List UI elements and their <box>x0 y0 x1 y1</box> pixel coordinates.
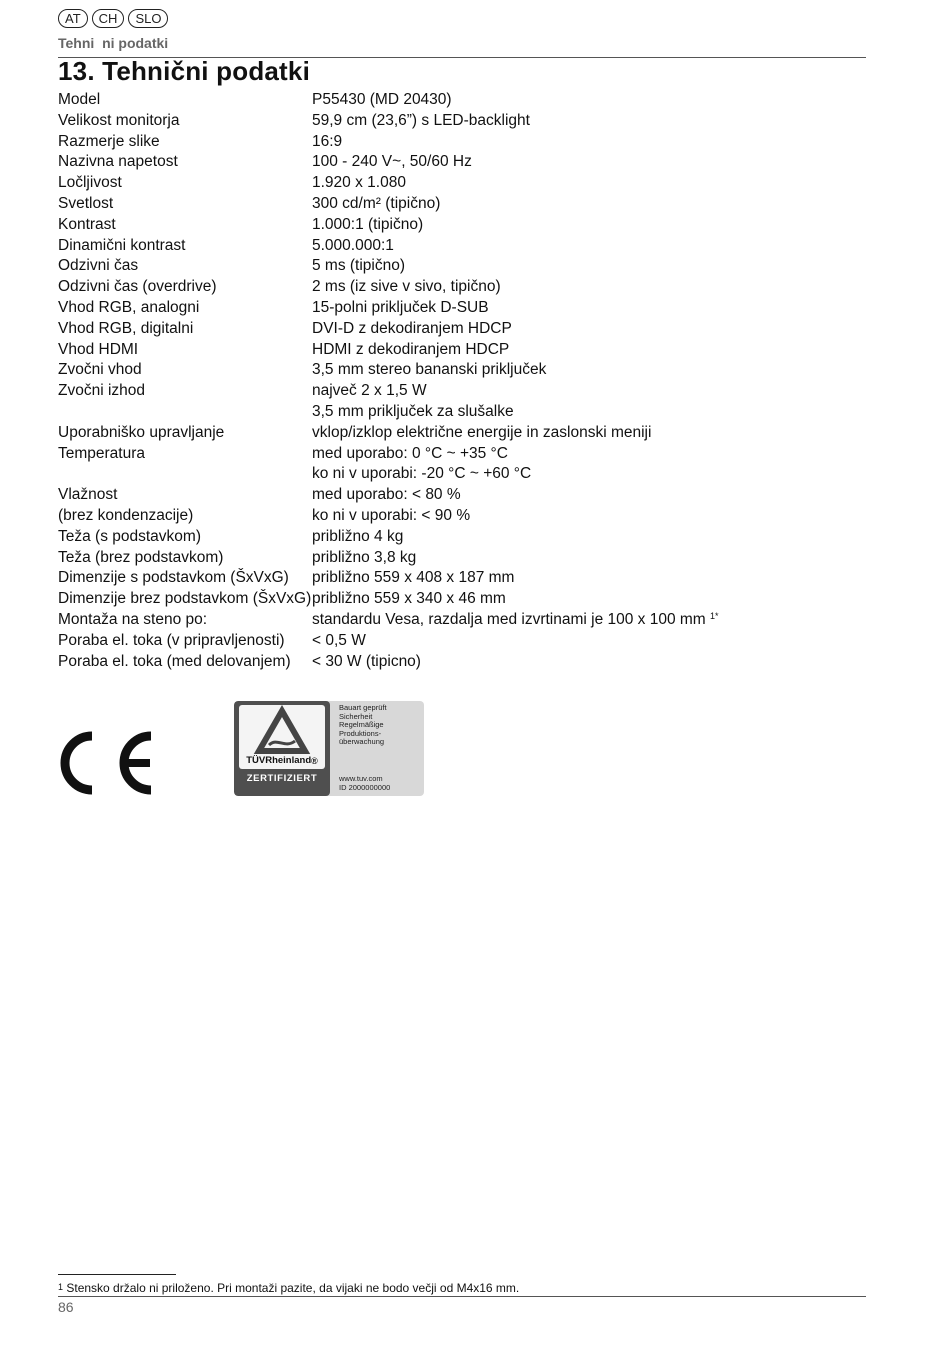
spec-value-line: HDMI z dekodiranjem HDCP <box>312 340 510 358</box>
spec-row <box>58 360 719 381</box>
spec-value <box>312 194 719 215</box>
tuv-triangle-icon <box>239 705 325 755</box>
spec-label: Uporabniško upravljanje <box>58 423 225 441</box>
spec-label: Velikost monitorja <box>58 111 180 129</box>
spec-value-line: 3,5 mm priključek za slušalke <box>312 402 514 420</box>
spec-value-line: < 0,5 W <box>312 631 366 649</box>
spec-row <box>58 652 719 673</box>
spec-label: Razmerje slike <box>58 132 160 150</box>
spec-label: Vlažnost <box>58 486 118 504</box>
spec-value-line: 2 ms (iz sive v sivo, tipično) <box>312 278 501 296</box>
footnote-divider <box>58 1274 176 1275</box>
spec-value <box>312 548 719 569</box>
spec-label: Dinamični kontrast <box>58 236 186 254</box>
spec-row <box>58 423 719 444</box>
footnote-text: Stensko držalo ni priloženo. Pri montaži pazite, da vijaki ne bodo večji od M4x16 mm. <box>66 1281 520 1295</box>
spec-value-line: 59,9 cm (23,6”) s LED-backlight <box>312 111 530 129</box>
spec-label: Poraba el. toka (med delovanjem) <box>58 652 291 670</box>
spec-label: Teža (s podstavkom) <box>58 527 201 545</box>
spec-value-line: približno 559 x 408 x 187 mm <box>312 569 515 587</box>
spec-row <box>58 631 719 652</box>
spec-row <box>58 111 719 132</box>
spec-value <box>312 319 719 340</box>
spec-label: Odzivni čas (overdrive) <box>58 278 217 296</box>
spec-value-line: 300 cd/m² (tipično) <box>312 194 441 212</box>
spec-value-line: < 30 W (tipicno) <box>312 652 421 670</box>
page-number: 86 <box>58 1299 74 1315</box>
tuv-brand-label: TÜVRheinland® <box>246 755 318 766</box>
spec-label: Kontrast <box>58 215 116 233</box>
spec-value <box>312 132 719 153</box>
spec-value <box>312 527 719 548</box>
spec-label: Dimenzije brez podstavkom (ŠxVxG) <box>58 590 312 608</box>
spec-label: Temperatura <box>58 444 146 462</box>
spec-row <box>58 215 719 236</box>
spec-label: (brez kondenzacije) <box>58 506 194 524</box>
spec-value-line: med uporabo: < 80 % <box>312 486 461 504</box>
spec-label: Model <box>58 91 101 108</box>
spec-row <box>58 277 719 298</box>
spec-value <box>312 152 719 173</box>
spec-value-line: ko ni v uporabi: -20 °C ~ +60 °C <box>312 465 532 483</box>
spec-value-line: standardu Vesa, razdalja med izvrtinami je 100 x 100 mm $^{1*}$ <box>312 610 719 628</box>
spec-value-line: 5.000.000:1 <box>312 236 394 254</box>
spec-label: Ločljivost <box>58 174 122 192</box>
spec-label: Zvočni izhod <box>58 382 146 400</box>
spec-value <box>312 215 719 236</box>
spec-value <box>312 631 719 652</box>
spec-value-line: P55430 (MD 20430) <box>312 91 452 108</box>
spec-value <box>312 256 719 277</box>
tuv-certified-label: ZERTIFIZIERT <box>246 773 318 784</box>
spec-label: Svetlost <box>58 194 114 212</box>
spec-value <box>312 444 719 486</box>
footnote-reference: 1* <box>710 610 719 621</box>
spec-value-line: 16:9 <box>312 132 343 150</box>
spec-value-line: 1.000:1 (tipično) <box>312 215 424 233</box>
spec-row <box>58 506 719 527</box>
footnote <box>58 1281 519 1295</box>
country-badge-slo: SLO <box>128 9 168 28</box>
spec-value <box>312 360 719 381</box>
spec-row <box>58 298 719 319</box>
spec-row <box>58 589 719 610</box>
spec-value <box>312 236 719 257</box>
spec-row <box>58 485 719 506</box>
spec-value <box>312 652 719 673</box>
spec-value-line: 15-polni priključek D-SUB <box>312 298 489 316</box>
spec-row <box>58 610 719 631</box>
spec-value-line: približno 559 x 340 x 46 mm <box>312 590 506 608</box>
spec-row <box>58 340 719 361</box>
spec-value-line: ko ni v uporabi: < 90 % <box>312 506 471 524</box>
spec-value <box>312 589 719 610</box>
spec-row <box>58 527 719 548</box>
specifications-table <box>58 90 719 672</box>
tuv-certification-mark <box>234 701 424 796</box>
spec-value-line: vklop/izklop električne energije in zaslonski meniji <box>312 423 652 441</box>
spec-row <box>58 152 719 173</box>
spec-label: Teža (brez podstavkom) <box>58 548 224 566</box>
spec-row <box>58 256 719 277</box>
country-badge-ch: CH <box>92 9 125 28</box>
spec-value <box>312 340 719 361</box>
spec-value <box>312 568 719 589</box>
spec-value-line: 3,5 mm stereo bananski priključek <box>312 361 547 379</box>
spec-value-line: približno 4 kg <box>312 527 404 545</box>
spec-label: Vhod RGB, digitalni <box>58 319 194 337</box>
country-badge-at: AT <box>58 9 88 28</box>
spec-row <box>58 319 719 340</box>
spec-value <box>312 90 719 111</box>
spec-value-line: 5 ms (tipično) <box>312 257 406 275</box>
spec-row <box>58 548 719 569</box>
spec-value <box>312 381 719 423</box>
spec-value-line: 1.920 x 1.080 <box>312 174 406 192</box>
tuv-url-id: www.tuv.com ID 2000000000 <box>339 774 391 792</box>
spec-value <box>312 298 719 319</box>
page-title: 13. Tehnični podatki <box>58 56 311 86</box>
spec-value <box>312 506 719 527</box>
spec-label: Vhod HDMI <box>58 340 139 358</box>
spec-row <box>58 568 719 589</box>
spec-value-line: približno 3,8 kg <box>312 548 417 566</box>
spec-value-line: 100 - 240 V~, 50/60 Hz <box>312 153 472 171</box>
ce-mark-icon <box>58 729 154 797</box>
spec-label: Zvočni vhod <box>58 361 142 379</box>
spec-value <box>312 423 719 444</box>
spec-label: Montaža na steno po: <box>58 610 208 628</box>
spec-row <box>58 132 719 153</box>
tuv-certification-text: Bauart geprüft Sicherheit Regelmäßige Produktions- überwachung <box>339 703 387 747</box>
footnote-marker: 1 <box>58 1282 64 1292</box>
spec-row <box>58 194 719 215</box>
spec-label: Vhod RGB, analogni <box>58 298 200 316</box>
spec-value <box>312 277 719 298</box>
tuv-logo-panel <box>234 701 330 796</box>
spec-label: Dimenzije s podstavkom (ŠxVxG) <box>58 569 289 587</box>
spec-value <box>312 610 719 631</box>
spec-value <box>312 111 719 132</box>
spec-row <box>58 173 719 194</box>
spec-row <box>58 444 719 486</box>
spec-label: Odzivni čas <box>58 257 139 275</box>
spec-value-line: največ 2 x 1,5 W <box>312 382 427 400</box>
spec-row <box>58 90 719 111</box>
spec-value-line: med uporabo: 0 °C ~ +35 °C <box>312 444 508 462</box>
spec-row <box>58 236 719 257</box>
spec-label: Poraba el. toka (v pripravljenosti) <box>58 631 285 649</box>
country-badges <box>58 9 168 28</box>
spec-value <box>312 173 719 194</box>
running-section-header: Tehni ni podatki <box>58 35 169 51</box>
spec-value <box>312 485 719 506</box>
spec-value-line: DVI-D z dekodiranjem HDCP <box>312 319 512 337</box>
footer-divider <box>58 1296 866 1297</box>
spec-label: Nazivna napetost <box>58 153 178 171</box>
spec-row <box>58 381 719 423</box>
